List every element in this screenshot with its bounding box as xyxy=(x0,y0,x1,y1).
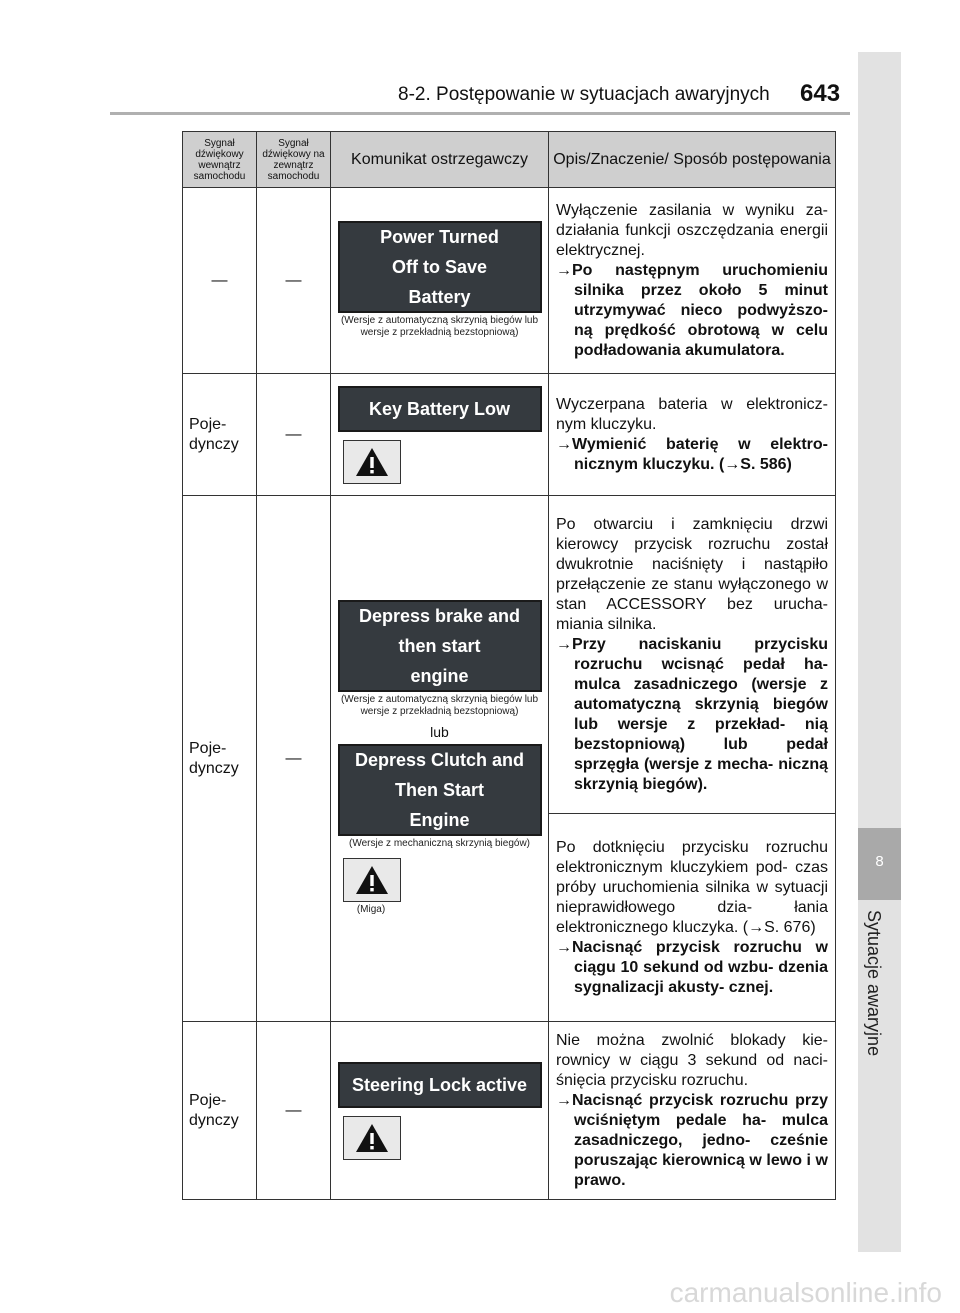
warning-triangle-icon xyxy=(343,858,401,902)
display-message xyxy=(338,1062,542,1108)
display-message xyxy=(338,221,542,313)
message-cell xyxy=(331,374,549,496)
description-text: Wyłączenie zasilania w wyniku za- działania funkcji oszczędzania energii elektrycznej. xyxy=(556,201,828,259)
display-line: Off to Save xyxy=(391,256,488,277)
buzzer-outside: — xyxy=(257,374,331,496)
display-line: engine xyxy=(410,665,469,686)
column-header-description: Opis/Znaczenie/ Sposób postępowania xyxy=(549,132,836,188)
display-line: Battery xyxy=(408,286,471,307)
or-text: lub xyxy=(430,723,449,740)
image-caption: (Wersje z mechaniczną skrzynią biegów) xyxy=(349,837,530,849)
display-line: Engine xyxy=(409,809,470,830)
message-cell xyxy=(331,188,549,374)
action-text: →Przy naciskaniu przycisku rozruchu wcisnąć pedał ha- mulca zasadniczego (wersje z automatyczną skrzynią biegów lub wersje z przekład- nią bezstopniową) lub pedał sprzęgła (wersje z mecha- niczną skrzynią biegów). xyxy=(556,635,828,793)
description-cell xyxy=(549,496,836,814)
action-text: →Po następnym uruchomieniu silnika przez około 5 minut utrzymywać nieco podwyższo- ną prędkość obrotową w celu podładowania akumulatora. xyxy=(556,261,828,359)
description-text: Wyczerpana bateria w elektronicz- nym kluczyku. xyxy=(556,395,828,433)
buzzer-outside: — xyxy=(257,188,331,374)
header-rule xyxy=(110,112,850,115)
image-caption: (Wersje z automatyczną skrzynią biegów lub wersje z przekładnią bezstopniową) xyxy=(340,693,539,717)
image-caption: (Wersje z automatyczną skrzynią biegów lub wersje z przekładnią bezstopniową) xyxy=(340,314,539,338)
action-text: →Nacisnąć przycisk rozruchu przy wciśniętym pedale ha- mulca zasadniczego, jedno- cześnie poruszając kierownicą w lewo i w prawo. xyxy=(556,1091,828,1189)
column-header-inside: Sygnał dźwiękowy wewnątrz samochodu xyxy=(183,132,257,188)
page-number: 643 xyxy=(800,80,841,107)
description-cell xyxy=(549,814,836,1022)
watermark: carmanualsonline.info xyxy=(669,1277,942,1308)
warning-triangle-icon xyxy=(343,1116,401,1160)
warning-table xyxy=(182,131,836,1200)
display-line: Power Turned xyxy=(380,226,499,247)
buzzer-inside: Poje- dynczy xyxy=(183,1022,257,1200)
display-line: Steering Lock active xyxy=(351,1074,528,1095)
buzzer-inside: — xyxy=(183,188,257,374)
message-cell xyxy=(331,496,549,1022)
message-cell xyxy=(331,1022,549,1200)
buzzer-inside: Poje- dynczy xyxy=(183,374,257,496)
display-message xyxy=(338,600,542,692)
display-line: Depress brake and xyxy=(358,605,521,626)
side-tab-number: 8 xyxy=(875,853,884,870)
column-header-outside: Sygnał dźwiękowy na zewnątrz samochodu xyxy=(257,132,331,188)
buzzer-outside: — xyxy=(257,496,331,1022)
table-row xyxy=(183,496,836,814)
display-message xyxy=(338,386,542,432)
table-row xyxy=(183,188,836,374)
action-text: →Nacisnąć przycisk rozruchu w ciągu 10 sekund od wzbu- dzenia sygnalizacji akusty- cznej. xyxy=(556,938,828,996)
description-text: Po otwarciu i zamknięciu drzwi kierowcy przycisk rozruchu został dwukrotnie naciśnięty i nastąpiło przełączenie ze stanu wyłączonego w stan ACCESSORY bez urucha- miania silnika. xyxy=(556,515,828,633)
buzzer-inside: Poje- dynczy xyxy=(183,496,257,1022)
table-row xyxy=(183,374,836,496)
display-message xyxy=(338,744,542,836)
description-text: Po dotknięciu przycisku rozruchu elektronicznym kluczykiem pod- czas próby uruchomienia silnika w sytuacji nieprawidłowego dzia- łania elektronicznego kluczyka. (→S. 676) xyxy=(556,838,828,936)
column-header-message: Komunikat ostrzegawczy xyxy=(331,132,549,188)
display-line: Key Battery Low xyxy=(368,398,511,419)
description-cell xyxy=(549,1022,836,1200)
display-line: then start xyxy=(398,635,481,656)
action-text: →Wymienić baterię w elektro- nicznym kluczyku. (→S. 586) xyxy=(556,435,828,473)
side-tab xyxy=(858,52,901,1252)
buzzer-outside: — xyxy=(257,1022,331,1200)
display-line: Depress Clutch and xyxy=(354,749,525,770)
table-header-row xyxy=(183,132,836,188)
description-cell xyxy=(549,188,836,374)
description-text: Nie można zwolnić blokady kie- rownicy w ciągu 3 sekund od naci- śnięcia przycisku rozruchu. xyxy=(556,1031,828,1089)
table-row xyxy=(183,1022,836,1200)
display-line: Then Start xyxy=(394,779,484,800)
warning-triangle-icon xyxy=(343,440,401,484)
page-header-title: 8-2. Postępowanie w sytuacjach awaryjnych xyxy=(398,84,770,105)
warning-caption: (Miga) xyxy=(356,903,386,915)
description-cell xyxy=(549,374,836,496)
side-tab-label: Sytuacje awaryjne xyxy=(864,910,884,1057)
